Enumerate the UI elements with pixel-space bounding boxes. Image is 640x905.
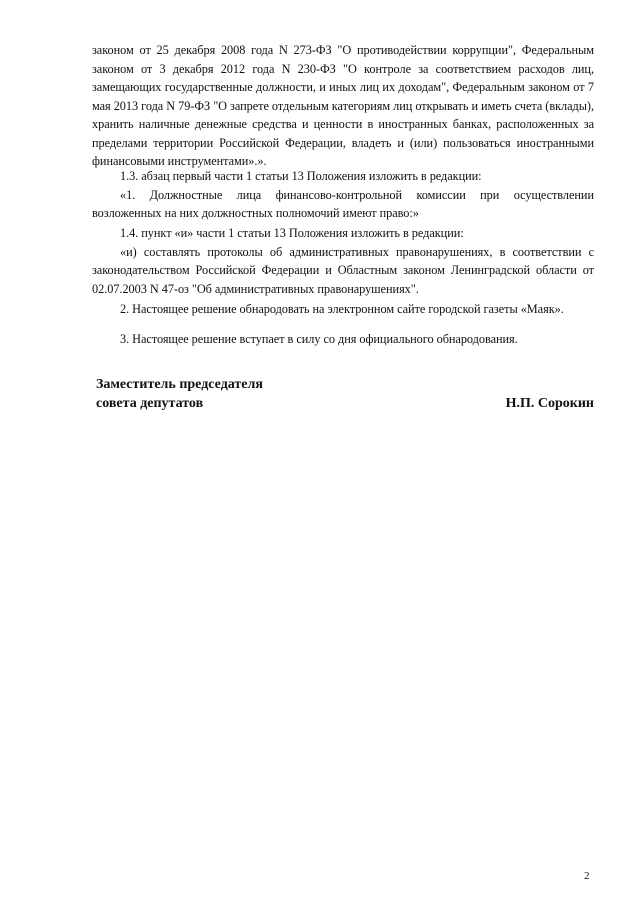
item-1-3-text: «1. Должностные лица финансово-контрольной комиссии при осуществлении возложенных на них должностных полномочий имеют право:» [92, 187, 594, 220]
signature-title-line-2: совета депутатов [96, 396, 204, 411]
item-2-paragraph: 2. Настоящее решение обнародовать на электронном сайте городской газеты «Маяк». [120, 302, 564, 316]
page-number: 2 [584, 870, 590, 882]
intro-section [92, 41, 594, 171]
item-3-section [92, 330, 594, 349]
item-2-section [92, 300, 594, 319]
item-1-3-section [92, 167, 594, 223]
item-3-paragraph: 3. Настоящее решение вступает в силу со дня официального обнародования. [120, 332, 518, 346]
signature-title-line-1: Заместитель председателя [96, 377, 263, 392]
item-1-4-text: «и) составлять протоколы об административных правонарушениях, в соответствии с законодательством Российской Федерации и Областным законом Ленинградской области от 02.07.2003 N 47-оз "Об административных правонарушениях". [92, 244, 594, 296]
item-1-4-section [92, 224, 594, 298]
item-1-4-heading: 1.4. пункт «и» части 1 статьи 13 Положения изложить в редакции: [120, 226, 464, 240]
intro-paragraph: законом от 25 декабря 2008 года N 273-ФЗ "О противодействии коррупции", Федеральным законом от 3 декабря 2012 года N 230-ФЗ "О контроле за соответствием расходов лиц, замещающих государственные должности, и иных лиц их доходам", Федеральным законом от 7 мая 2013 года N 79-ФЗ "О запрете отдельным категориям лиц открывать и иметь счета (вклады), хранить наличные денежные средства и ценности в иностранных банках, расположенных за пределами территории Российской Федерации, владеть и (или) пользоваться иностранными финансовыми инструментами».». [92, 43, 594, 168]
item-1-3-heading: 1.3. абзац первый части 1 статьи 13 Положения изложить в редакции: [120, 169, 482, 183]
signature-name: Н.П. Сорокин [505, 396, 594, 411]
signature-title [96, 375, 416, 413]
